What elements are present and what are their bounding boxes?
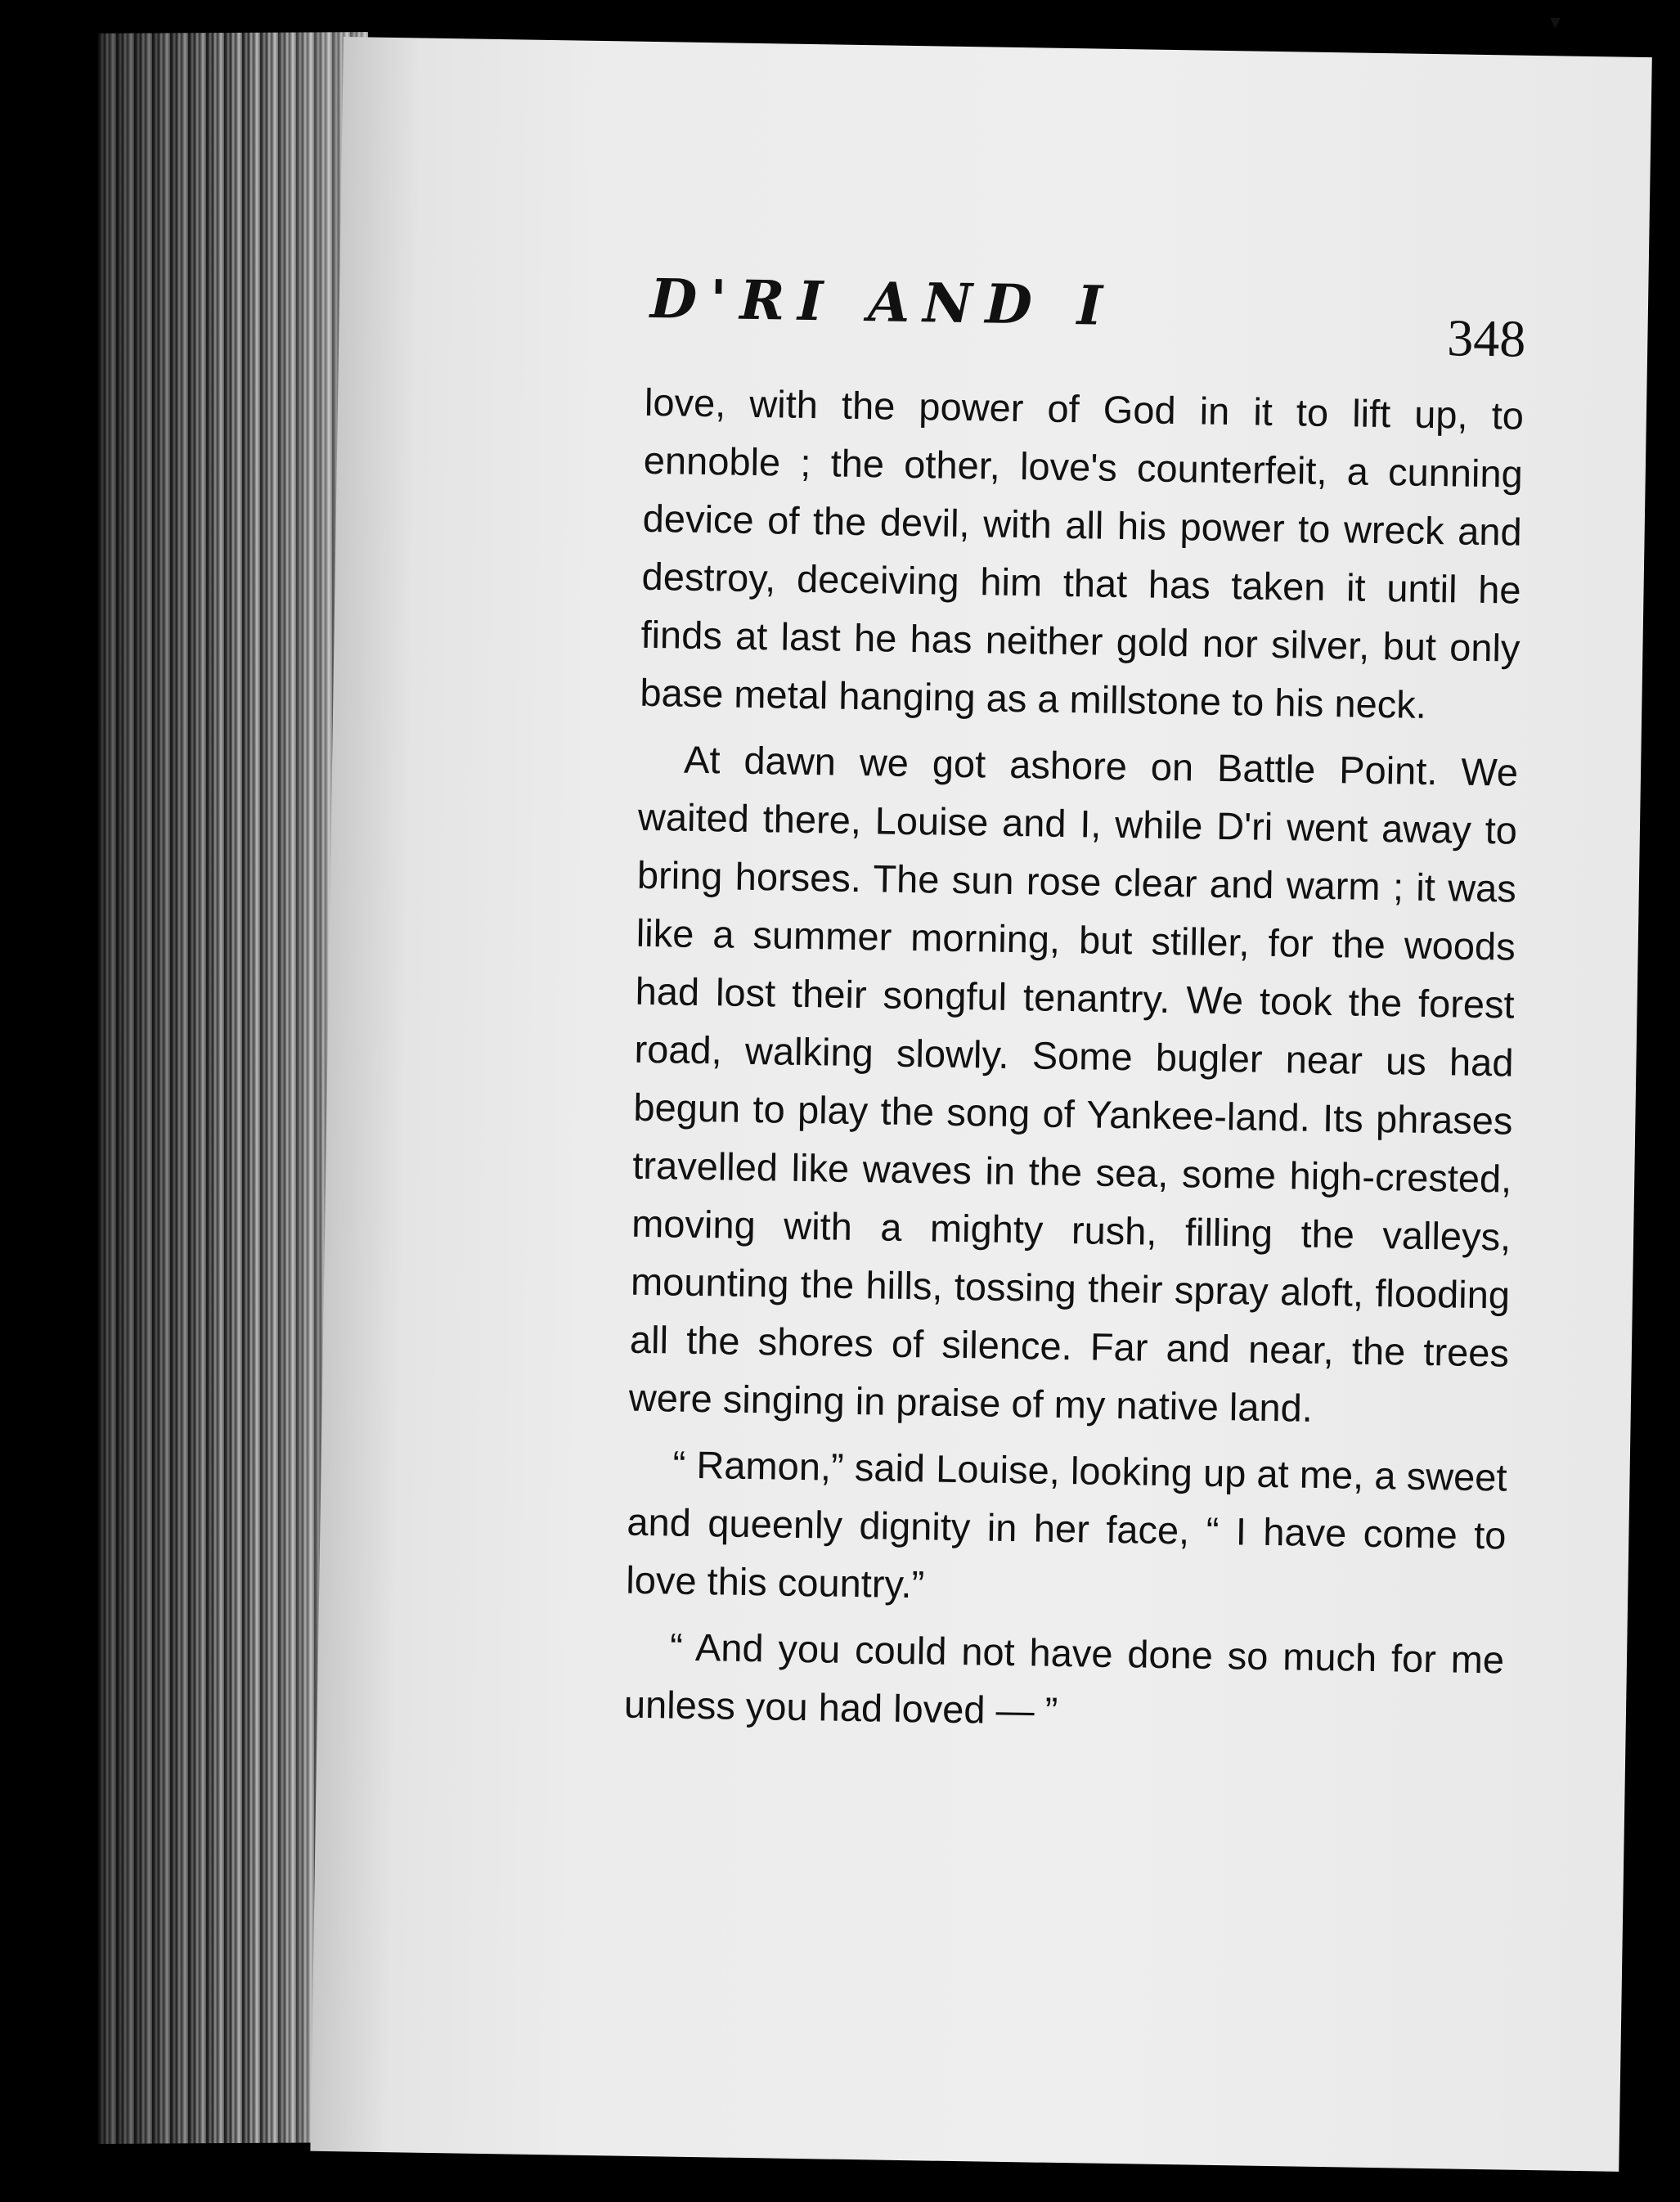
paragraph: love, with the power of God in it to lift up, to ennoble ; the other, love's counterfeit, a cunning device of the devil, with all his power to wreck and destroy, deceiving him that has taken it until he finds at last he has neither gold nor silver, but only base metal hanging as a millstone to his neck. [640,380,1525,726]
paragraph: “ And you could not have done so much for me unless you had loved — ” [623,1625,1505,1732]
scan-speck: ▾ [1550,10,1561,34]
paragraph: “ Ramon,” said Louise, looking up at me, a sweet and queenly dignity in her face, “ I have come to love this country.” [625,1442,1507,1607]
book-page [310,37,1651,2172]
running-head: D'RI AND I [649,266,1116,338]
page-number: 348 [1446,308,1526,368]
body-text [623,373,1524,1747]
paragraph: At dawn we got ashore on Battle Point. We waited there, Louise and I, while D'ri went away to bring horses. The sun rose clear and warm ; it was like a summer morning, but stiller, for the woods had lost their songful tenantry. We took the forest road, walking slowly. Some bugler near us had begun to play the song of Yankee-land. Its phrases travelled like waves in the sea, some high-crested, moving with a mighty rush, filling the valleys, mounting the hills, tossing their spray aloft, flooding all the shores of silence. Far and near, the trees were singing in praise of my native land. [628,737,1519,1430]
